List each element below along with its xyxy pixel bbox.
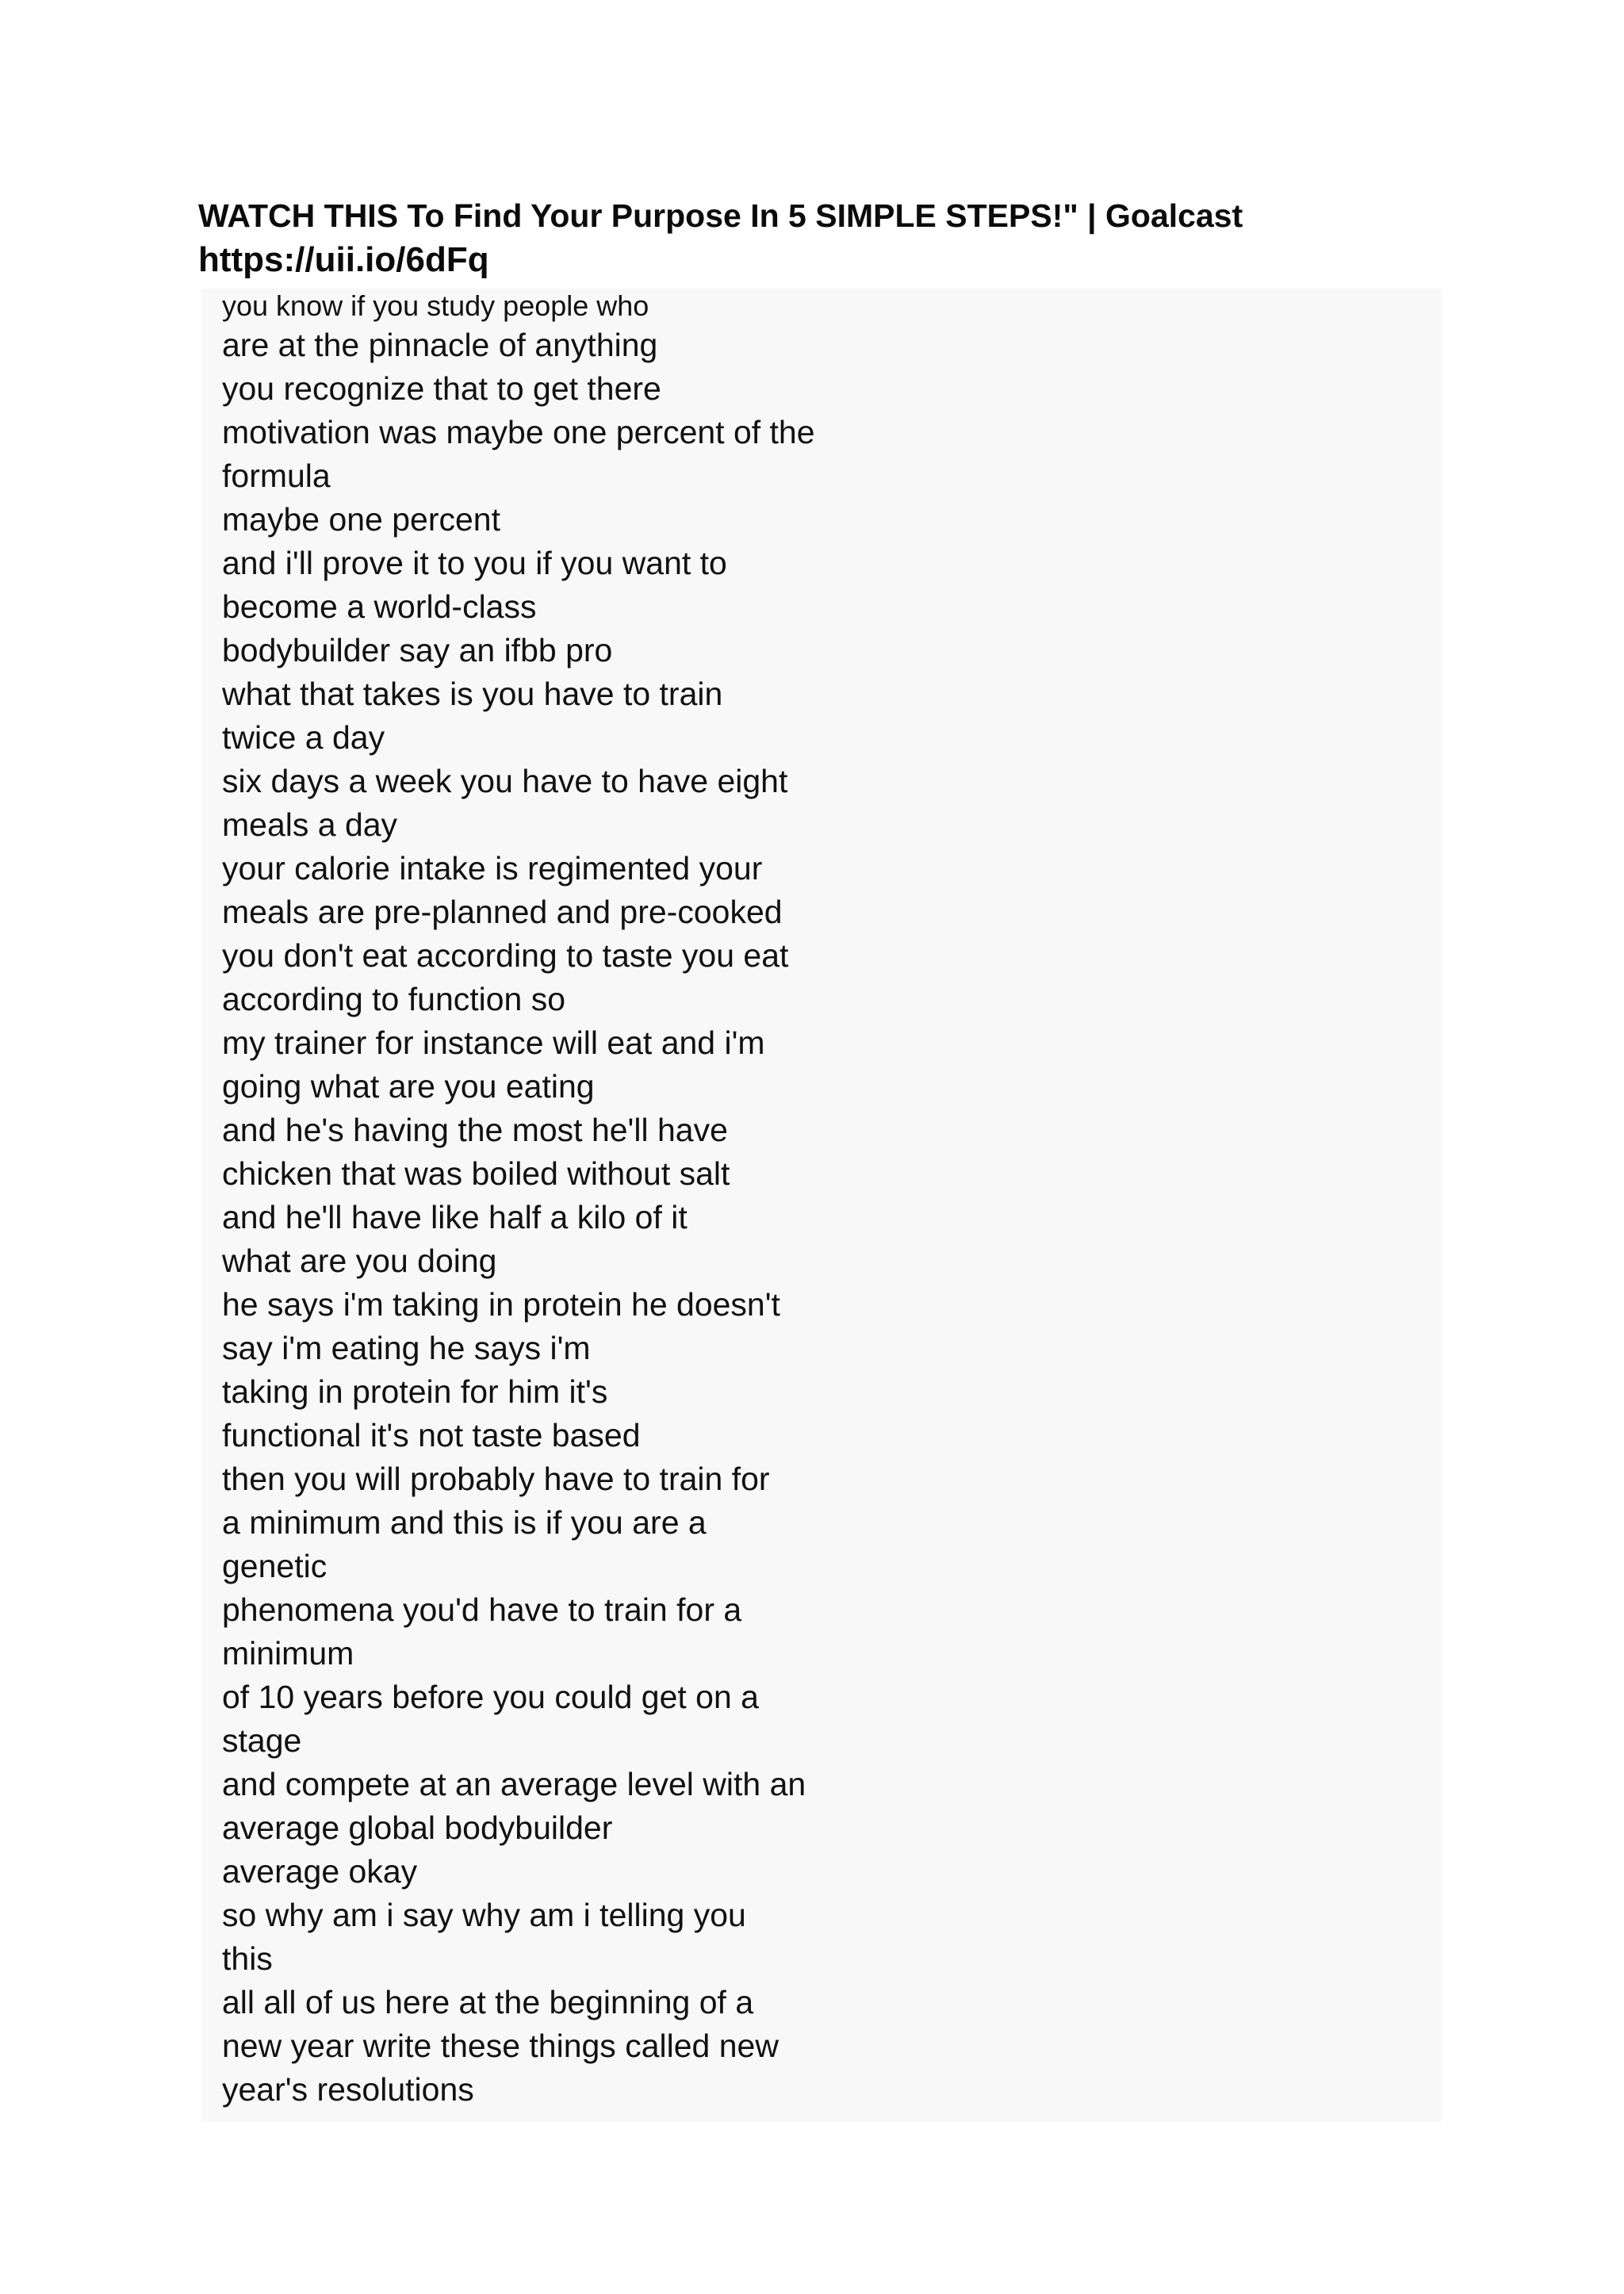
transcript-line: what are you doing xyxy=(222,1243,497,1279)
transcript-line: average global bodybuilder xyxy=(222,1810,613,1846)
transcript-line: become a world-class xyxy=(222,588,537,625)
transcript-line: bodybuilder say an ifbb pro xyxy=(222,632,613,668)
transcript-line: according to function so xyxy=(222,981,566,1017)
transcript-line: and i'll prove it to you if you want to xyxy=(222,545,727,581)
transcript-line: you recognize that to get there xyxy=(222,370,661,407)
transcript-first-line: you know if you study people who xyxy=(222,289,649,322)
transcript-lines xyxy=(222,324,1442,2112)
transcript-line: this xyxy=(222,1940,273,1977)
transcript-line: taking in protein for him it's xyxy=(222,1373,608,1410)
transcript-line: genetic xyxy=(222,1548,327,1584)
transcript-line: your calorie intake is regimented your xyxy=(222,850,763,887)
transcript-line: my trainer for instance will eat and i'm xyxy=(222,1024,765,1061)
video-link[interactable]: https://uii.io/6dFq xyxy=(198,240,489,279)
transcript-line: six days a week you have to have eight xyxy=(222,763,788,799)
transcript-line: meals a day xyxy=(222,806,398,843)
transcript-line: of 10 years before you could get on a xyxy=(222,1679,759,1715)
transcript-line: maybe one percent xyxy=(222,501,501,538)
transcript-line: and he's having the most he'll have xyxy=(222,1112,728,1148)
transcript-line: what that takes is you have to train xyxy=(222,676,723,712)
transcript-line: motivation was maybe one percent of the xyxy=(222,414,815,450)
transcript-line: formula xyxy=(222,458,331,494)
transcript-line: so why am i say why am i telling you xyxy=(222,1897,746,1933)
transcript-line: chicken that was boiled without salt xyxy=(222,1155,730,1192)
transcript-line: going what are you eating xyxy=(222,1068,595,1105)
transcript-line: phenomena you'd have to train for a xyxy=(222,1591,742,1628)
transcript-line: minimum xyxy=(222,1635,354,1672)
transcript-line: meals are pre-planned and pre-cooked xyxy=(222,894,783,930)
transcript-line: stage xyxy=(222,1722,302,1759)
transcript-line: and compete at an average level with an xyxy=(222,1766,806,1802)
transcript-line: year's resolutions xyxy=(222,2071,474,2108)
transcript-line: a minimum and this is if you are a xyxy=(222,1504,707,1541)
transcript-line: twice a day xyxy=(222,719,385,756)
title-text: WATCH THIS To Find Your Purpose In 5 SIMPLE STEPS!" | Goalcast xyxy=(198,197,1243,234)
transcript-line: all all of us here at the beginning of a xyxy=(222,1984,754,2020)
transcript-line: are at the pinnacle of anything xyxy=(222,327,658,363)
transcript-line: average okay xyxy=(222,1853,418,1890)
transcript-line: then you will probably have to train for xyxy=(222,1461,770,1497)
document-title xyxy=(198,193,1467,282)
transcript-block xyxy=(201,289,1442,2122)
transcript-line: new year write these things called new xyxy=(222,2028,779,2064)
transcript-line: he says i'm taking in protein he doesn't xyxy=(222,1286,780,1323)
transcript-line: functional it's not taste based xyxy=(222,1417,641,1453)
transcript-line: you don't eat according to taste you eat xyxy=(222,937,789,974)
transcript-line: say i'm eating he says i'm xyxy=(222,1330,591,1366)
transcript-line: and he'll have like half a kilo of it xyxy=(222,1199,688,1235)
